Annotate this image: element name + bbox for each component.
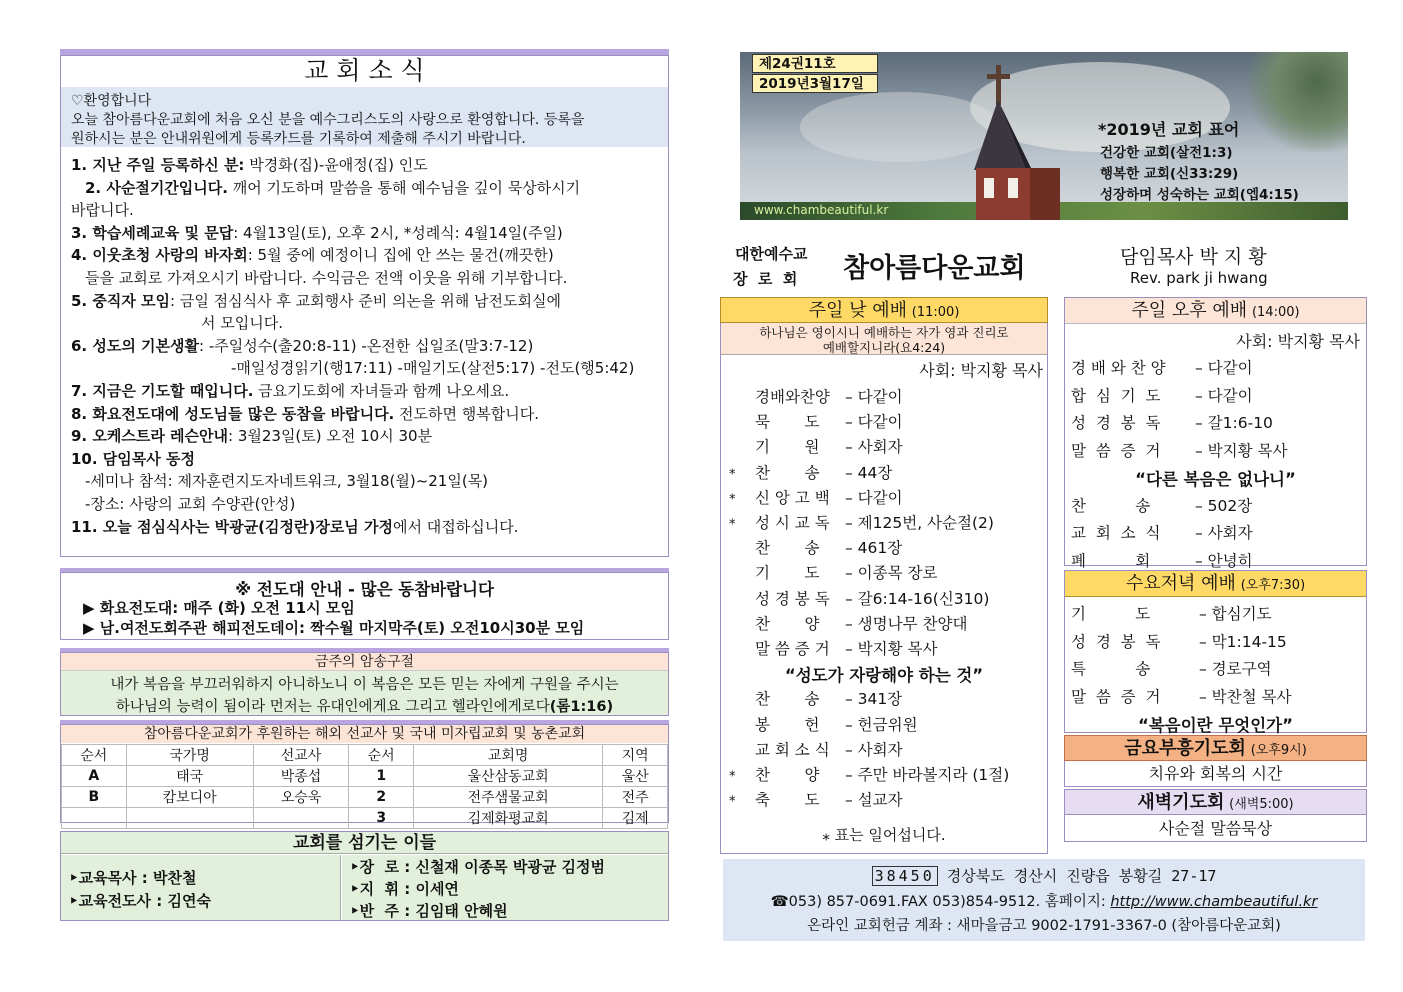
mission-cell: 1 <box>349 766 414 787</box>
afternoon-title: 주일 오후 예배 <box>1131 300 1248 321</box>
memory-ref: (롬1:16) <box>549 699 614 715</box>
footer-address-line <box>723 865 1365 886</box>
mission-table <box>61 744 668 829</box>
order-label: 찬 양 <box>755 614 820 633</box>
mission-cell: 2 <box>349 787 414 808</box>
memory-line-2: 하나님의 능력이 됨이라 먼저는 유대인에게요 그리고 헬라인에게로다 <box>115 699 550 715</box>
motto-1: 건강한 교회(살전1:3) <box>1100 145 1233 161</box>
order-value: – 461장 <box>845 539 903 558</box>
morning-time: (11:00) <box>911 305 960 320</box>
mission-cell: 박종섭 <box>253 766 349 787</box>
evangelism-line-1: ▶ 화요전도대: 매주 (화) 오전 11시 모임 <box>83 599 355 617</box>
order-value: – 막1:14-15 <box>1199 632 1287 651</box>
order-label: 말 씀 증 거 <box>1071 441 1161 460</box>
news-item <box>85 493 295 514</box>
order-label: 폐 회 <box>1071 551 1151 570</box>
servants-title: 교회를 섬기는 이들 <box>61 832 668 854</box>
order-label: 성 경 봉 독 <box>755 589 830 608</box>
news-item <box>71 448 195 469</box>
standing-mark-icon: ⁎ <box>729 462 736 478</box>
friday-time: (오후9시) <box>1250 743 1307 758</box>
denomination-2: 장 로 회 <box>733 270 798 288</box>
news-item-text: : 금일 점심식사 후 교회행사 준비 의논을 위해 남전도회실에 <box>170 291 561 310</box>
denomination-1: 대한예수교 <box>735 245 808 263</box>
motto-title: *2019년 교회 표어 <box>1098 120 1240 139</box>
news-box <box>60 55 669 557</box>
welcome-line-1: 오늘 참아름다운교회에 처음 오신 분을 예수그리스도의 사랑으로 환영합니다. 등록을 <box>71 112 585 128</box>
order-value: – 안녕히 <box>1195 551 1253 570</box>
servant-left-1: ‣교육목사 : 박찬철 <box>69 869 197 887</box>
memory-line-1: 내가 복음을 부끄러워하지 아니하노니 이 복음은 모든 믿는 자에게 구원을 주시는 <box>110 677 619 693</box>
news-item-heading: 11. 오늘 점심식사는 박광균(김정란)장로님 가정 <box>71 517 393 536</box>
footer-account: 온라인 교회헌금 계좌 : 새마을금고 9002-1791-3367-0 (참아름다운교회) <box>807 918 1281 934</box>
mission-header-cell: 교회명 <box>414 745 603 766</box>
order-label: 기 도 <box>755 564 820 583</box>
news-item-heading: 10. 담임목사 동정 <box>71 449 195 468</box>
order-value: – 박지황 목사 <box>1195 441 1288 460</box>
order-value: – 다같이 <box>1195 359 1253 377</box>
news-item <box>71 335 533 356</box>
morning-box <box>720 297 1048 854</box>
morning-title: 주일 낮 예배 <box>808 300 907 321</box>
servant-right-1: ‣장 로 : 신철재 이종목 박광균 김정범 <box>350 858 606 876</box>
news-item-text: 금요기도회에 자녀들과 함께 나오세요. <box>253 382 510 400</box>
mission-cell: 울산삼동교회 <box>414 766 603 787</box>
news-item-heading: 8. 화요전도대에 성도님들 많은 동참을 바랍니다. <box>71 404 395 423</box>
date-label: 2019년3월17일 <box>752 74 878 93</box>
news-item-text: 들을 교회로 가져오시기 바랍니다. 수익금은 전액 이웃을 위해 기부합니다. <box>85 269 568 287</box>
welcome-line-2: 원하시는 분은 안내위원에게 등록카드를 기록하여 제출해 주시기 바랍니다. <box>71 131 526 147</box>
morning-verse-2: 예배할지니라(요4:24) <box>822 340 946 355</box>
servants-right <box>342 855 668 920</box>
news-item <box>71 244 554 265</box>
order-label: 축 도 <box>755 791 820 810</box>
afternoon-leader: 사회: 박지황 목사 <box>1236 332 1360 351</box>
morning-leader: 사회: 박지황 목사 <box>919 361 1043 380</box>
friday-header <box>1064 735 1367 761</box>
volume-label: 제24권11호 <box>752 54 878 73</box>
wednesday-title: 수요저녁 예배 <box>1125 573 1236 594</box>
church-name: 참아름다운교회 <box>843 253 1026 284</box>
order-value: – 갈1:6-10 <box>1195 414 1273 432</box>
news-item-text: : 4월13일(토), 오후 2시, *성례식: 4월14일(주일) <box>233 223 563 242</box>
mission-header-cell: 지역 <box>603 745 668 766</box>
wednesday-header <box>1065 571 1366 597</box>
welcome-heading: ♡환영합니다 <box>71 93 152 109</box>
order-value: – 설교자 <box>845 791 903 810</box>
news-item <box>71 403 539 424</box>
website-watermark: www.chambeautiful.kr <box>754 203 889 217</box>
afternoon-box <box>1064 297 1367 570</box>
postal-code: 38450 <box>872 866 938 886</box>
news-item-text: : -주일성수(출20:8-11) -온전한 십일조(말3:7-12) <box>199 336 534 355</box>
morning-note: ⁎ 표는 일어섭니다. <box>822 826 946 844</box>
news-item <box>71 222 563 243</box>
order-value: – 갈6:14-16(신310) <box>845 589 990 608</box>
mission-cell: 전주 <box>603 787 668 808</box>
evangelism-title: ※ 전도대 안내 - 많은 동참바랍니다 <box>235 580 494 599</box>
order-value: – 다같이 <box>845 488 903 507</box>
news-item <box>201 312 283 333</box>
sermon-title: “복음이란 무엇인가” <box>1138 716 1293 735</box>
order-value: – 44장 <box>845 463 893 482</box>
order-label: 경배와찬양 <box>755 388 830 406</box>
news-item-text: 깨어 기도하며 말씀을 통해 예수님을 깊이 묵상하시기 <box>227 178 581 197</box>
tree <box>1240 52 1348 152</box>
order-label: 찬 송 <box>755 690 820 709</box>
mission-cell <box>62 808 127 829</box>
welcome-block <box>61 87 668 147</box>
wednesday-time: (오후7:30) <box>1240 578 1306 593</box>
footer-address: 경상북도 경산시 진량읍 봉황길 27-17 <box>946 867 1217 885</box>
news-item <box>71 199 134 220</box>
memory-line-2-wrap <box>61 695 668 716</box>
servants-left <box>61 855 341 920</box>
order-value: – 헌금위원 <box>845 715 918 734</box>
servants-box <box>60 831 669 921</box>
table-row <box>62 808 668 829</box>
morning-verse-1: 하나님은 영이시니 예배하는 자가 영과 진리로 <box>759 325 1009 340</box>
order-label: 말 씀 증 거 <box>1071 687 1161 706</box>
order-value: – 주만 바라볼지라 (1절) <box>845 766 1010 784</box>
sermon-title: “다른 복음은 없나니” <box>1135 470 1296 489</box>
order-value: – 생명나무 찬양대 <box>845 614 968 633</box>
news-item <box>85 267 567 288</box>
order-label: 찬 송 <box>1071 496 1151 515</box>
news-item <box>85 177 580 198</box>
pastor-en: Rev. park ji hwang <box>1130 269 1268 287</box>
mission-cell: 캄보디아 <box>126 787 253 808</box>
news-item-text: 서 모입니다. <box>201 314 283 333</box>
news-item-text: -매일성경읽기(행17:11) -매일기도(살전5:17) -전도(행5:42) <box>231 359 635 378</box>
dawn-title: 새벽기도회 <box>1137 792 1225 813</box>
news-item <box>71 154 428 175</box>
news-item-heading: 6. 성도의 기본생활 <box>71 336 200 355</box>
news-item <box>71 380 509 401</box>
order-value: – 다같이 <box>845 413 903 432</box>
news-item-heading: 7. 지금은 기도할 때입니다. <box>71 382 254 400</box>
mission-cell: A <box>62 766 127 787</box>
news-item-text: -장소: 사랑의 교회 수양관(안성) <box>85 495 296 513</box>
mission-cell: 김제화평교회 <box>414 808 603 829</box>
servant-right-3: ‣반 주 : 김임태 안혜원 <box>350 902 508 920</box>
evangelism-box <box>60 572 669 640</box>
order-label: 교 회 소 식 <box>755 740 830 759</box>
order-label: 찬 양 <box>755 766 820 784</box>
standing-mark-icon: ⁎ <box>729 765 736 780</box>
afternoon-time: (14:00) <box>1251 305 1300 320</box>
mission-cell: 울산 <box>603 766 668 787</box>
news-title: 교 회 소 식 <box>304 56 425 85</box>
news-item-text: : 5월 중에 예정이니 집에 안 쓰는 물건(깨끗한) <box>247 246 554 265</box>
friday-desc: 치유와 회복의 시간 <box>1064 761 1367 787</box>
mission-cell <box>253 808 349 829</box>
order-value: – 다같이 <box>1195 386 1253 405</box>
footer <box>723 859 1365 941</box>
order-value: – 이종목 장로 <box>845 564 938 583</box>
order-value: – 341장 <box>845 690 903 709</box>
sermon-title: “성도가 자랑해야 하는 것” <box>784 666 984 686</box>
order-value: – 경로구역 <box>1199 660 1272 678</box>
news-item-heading: 5. 중직자 모임 <box>71 291 171 310</box>
order-label: 성 경 봉 독 <box>1071 414 1161 432</box>
footer-phone: ☎053) 857-0691.FAX 053)854-9512. 홈페이지: <box>770 894 1111 910</box>
mission-header-cell: 국가명 <box>126 745 253 766</box>
mission-header-row <box>62 745 668 766</box>
order-label: 말 씀 증 거 <box>755 640 830 658</box>
order-label: 신 앙 고 백 <box>755 488 830 507</box>
servant-left-2: ‣교육전도사 : 김연숙 <box>69 892 211 910</box>
order-value: – 박지황 목사 <box>845 640 938 658</box>
pastor-ko: 담임목사 박 지 황 <box>1120 246 1267 268</box>
mission-cell: B <box>62 787 127 808</box>
order-value: – 502장 <box>1195 496 1253 515</box>
order-value: – 제125번, 사순절(2) <box>845 514 994 532</box>
morning-verse <box>721 323 1047 355</box>
order-label: 봉 헌 <box>755 715 820 734</box>
motto-3: 성장하며 성숙하는 교회(엡4:15) <box>1100 187 1299 203</box>
news-item-text: -세미나 참석: 제자훈련지도자네트워크, 3월18(월)~21일(목) <box>85 472 489 491</box>
order-value: – 사회자 <box>845 740 903 759</box>
servant-right-2: ‣지 휘 : 이세연 <box>350 880 459 898</box>
order-label: 묵 도 <box>755 413 820 432</box>
dawn-desc: 사순절 말씀묵상 <box>1064 815 1367 842</box>
mission-title: 참아름다운교회가 후원하는 해외 선교사 및 국내 미자립교회 및 농촌교회 <box>61 725 668 743</box>
news-item <box>85 470 488 491</box>
order-value: – 합심기도 <box>1199 605 1272 623</box>
evangelism-line-2: ▶ 남.여전도회주관 해피전도데이: 짝수월 마지막주(토) 오전10시30분 모임 <box>83 619 585 637</box>
news-item-heading: 4. 이웃초청 사랑의 바자회 <box>71 246 248 265</box>
order-label: 성 시 교 독 <box>755 514 830 532</box>
mission-cell: 김제 <box>603 808 668 829</box>
memory-title: 금주의 암송구절 <box>61 653 668 671</box>
order-label: 특 송 <box>1071 660 1151 678</box>
news-item-text: 에서 대접하십니다. <box>393 517 519 536</box>
standing-mark-icon: ⁎ <box>729 513 736 528</box>
order-label: 성 경 봉 독 <box>1071 632 1161 651</box>
wednesday-box <box>1064 570 1367 733</box>
news-item <box>71 425 432 446</box>
order-value: – 사회자 <box>1195 524 1253 542</box>
news-item-text: : 3월23일(토) 오전 10시 30분 <box>228 427 433 446</box>
footer-contact-line <box>723 890 1365 911</box>
order-label: 교 회 소 식 <box>1071 524 1161 542</box>
homepage-link[interactable]: http://www.chambeautiful.kr <box>1110 894 1318 910</box>
header-banner <box>740 52 1348 220</box>
news-item <box>231 357 634 378</box>
news-item-heading: 2. 사순절기간입니다. <box>85 178 228 197</box>
order-label: 합 심 기 도 <box>1071 386 1161 405</box>
mission-header-cell: 순서 <box>349 745 414 766</box>
news-item-text: 전도하면 행복합니다. <box>394 404 539 423</box>
order-label: 경 배 와 찬 양 <box>1071 359 1166 377</box>
morning-header <box>720 297 1048 323</box>
mission-cell: 3 <box>349 808 414 829</box>
order-value: – 다같이 <box>845 388 903 406</box>
mission-cell: 태국 <box>126 766 253 787</box>
news-item-heading: 3. 학습세례교육 및 문답 <box>71 223 234 242</box>
news-item-text: 박경화(집)-윤애정(집) 인도 <box>244 156 428 174</box>
mission-cell: 오승욱 <box>253 787 349 808</box>
news-item-text: 바랍니다. <box>71 201 134 220</box>
standing-mark-icon: ⁎ <box>729 790 736 806</box>
order-label: 기 원 <box>755 438 820 457</box>
news-item-heading: 1. 지난 주일 등록하신 분: <box>71 156 245 174</box>
mission-cell: 전주샘물교회 <box>414 787 603 808</box>
friday-title: 금요부흥기도회 <box>1124 738 1246 759</box>
standing-mark-icon: ⁎ <box>729 487 736 503</box>
mission-cell <box>126 808 253 829</box>
mission-header-cell: 순서 <box>62 745 127 766</box>
mission-box <box>60 724 669 827</box>
table-row <box>62 787 668 808</box>
order-label: 찬 송 <box>755 463 820 482</box>
motto-2: 행복한 교회(신33:29) <box>1100 166 1239 182</box>
news-item <box>71 516 518 537</box>
afternoon-header <box>1065 298 1366 324</box>
news-item-heading: 9. 오케스트라 레슨안내 <box>71 427 228 446</box>
memory-box <box>60 652 669 716</box>
mission-header-cell: 선교사 <box>253 745 349 766</box>
order-value: – 사회자 <box>845 438 903 457</box>
order-value: – 박찬철 목사 <box>1199 687 1292 706</box>
order-label: 기 도 <box>1071 605 1151 623</box>
table-row <box>62 766 668 787</box>
dawn-header <box>1064 789 1367 815</box>
news-item <box>71 290 561 311</box>
order-label: 찬 송 <box>755 539 820 558</box>
dawn-time: (새벽5:00) <box>1229 797 1294 812</box>
